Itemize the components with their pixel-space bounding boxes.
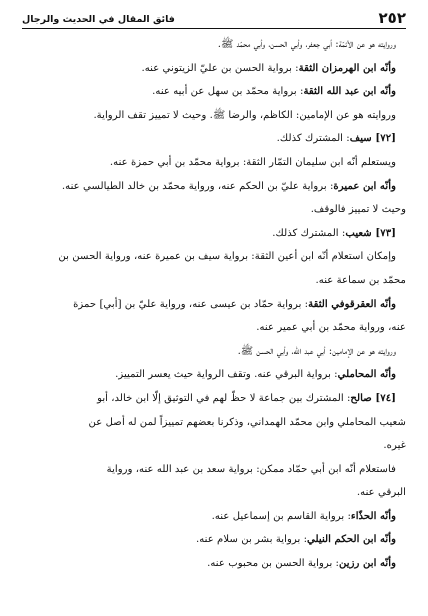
highlighted-term: سيف [349,132,372,145]
line-text: شعيب المحاملي وابن محمّد الهمداني، وذكرنا بعضهم تمييزاً لمن له أصل عن [88,416,406,428]
text-line [22,269,406,293]
highlighted-term: وأنّه العقرقوفي الثقة [308,297,396,310]
line-text: وإمكان استعلام أنّه ابن أعين الثقة: برواية سيف بن عميرة عنه، ورواية الحسن بن [58,251,396,263]
text-line [22,293,406,317]
line-text: : المشترك بين جماعة لا حظّ لهم في التوثيق إلّا ابن خالد، أبو [97,392,351,404]
text-line [22,434,406,458]
highlighted-term: صالح [350,391,372,404]
text-line [22,80,406,104]
line-text: غيره. [383,440,406,452]
line-text: : برواية عليّ بن الحكم عنه، ورواية محمّد بن خالد الطيالسي عنه. [61,180,334,192]
text-line [22,363,406,387]
running-title: فائق المقال في الحديث والرجال [22,14,175,25]
highlighted-term: شعيب [345,226,372,239]
highlighted-term: وأنّه المحاملي [337,368,396,381]
text-line [22,104,406,128]
text-line [22,411,406,435]
line-text: : المشترك كذلك. [272,227,346,239]
text-line [22,33,406,57]
line-text: : برواية حمّاد بن عيسى عنه، ورواية عليّ بن [أبي] حمزة [73,298,309,310]
highlighted-term: وأنّه ابن عبد الله الثقة [303,85,396,98]
line-text: محمّد بن سماعة عنه. [315,274,406,286]
line-text: البرقي عنه. [356,487,406,499]
text-line [22,198,406,222]
line-text: : برواية محمّد بن سهل عن أبيه عنه. [152,86,304,98]
body-text [22,33,406,576]
page-number: ٢٥٢ [378,9,406,27]
highlighted-term: وأنّه ابن الحكم النيلي [307,533,396,546]
text-line [22,222,406,246]
line-text: : برواية الحسن بن محبوب عنه. [207,558,339,570]
text-line [22,505,406,529]
text-line [22,127,406,151]
line-text: وروايته هو عن الإمامين: أبي عبد الله، وأبي الحسن ﷺ. [237,345,396,357]
line-text: عنه، ورواية محمّد بن أبي عمير عنه. [256,322,406,334]
line-text: ويستعلم أنّه ابن سليمان التمّار الثقة: برواية محمّد بن أبي حمزة عنه. [109,156,396,168]
highlighted-term: وأنّه ابن عميرة [333,179,396,192]
line-text: وروايته هو عن الإمامين: الكاظم، والرضا ﷺ. وحيث لا تمييز تقف الرواية. [93,109,396,121]
highlighted-term: وأنّه ابن الهرمزان الثقة [298,61,396,74]
line-text: وروايته هو عن الأئمّة: أبي جعفر، وأبي الحسن، وأبي محمّد ﷺ. [217,39,396,50]
entry-number: [٧٢] [371,132,396,145]
line-text: فاستعلام أنّه ابن أبي حمّاد ممكن: برواية سعد بن عبد الله عنه، ورواية [106,463,396,475]
text-line [22,151,406,175]
line-text: : برواية البرقي عنه. وتقف الرواية حيث يعسر التمييز. [115,369,338,381]
text-line [22,316,406,340]
text-line [22,458,406,482]
page-header [22,8,406,29]
entry-number: [٧٤] [371,391,396,404]
line-text: : المشترك كذلك. [276,133,350,145]
text-line [22,552,406,576]
text-line [22,387,406,411]
text-line [22,481,406,505]
text-line [22,245,406,269]
highlighted-term: وأنّه الحذّاء [350,509,396,522]
text-line [22,57,406,81]
highlighted-term: وأنّه ابن رزين [339,557,396,570]
line-text: : برواية بشر بن سلام عنه. [195,534,308,546]
line-text: : برواية القاسم بن إسماعيل عنه. [211,510,351,522]
text-line [22,340,406,364]
line-text: : برواية الحسن بن عليّ الزيتوني عنه. [141,62,299,74]
text-line [22,175,406,199]
entry-number: [٧٣] [371,226,396,239]
text-line [22,528,406,552]
line-text: وحيث لا تمييز فالوقف. [310,204,406,216]
